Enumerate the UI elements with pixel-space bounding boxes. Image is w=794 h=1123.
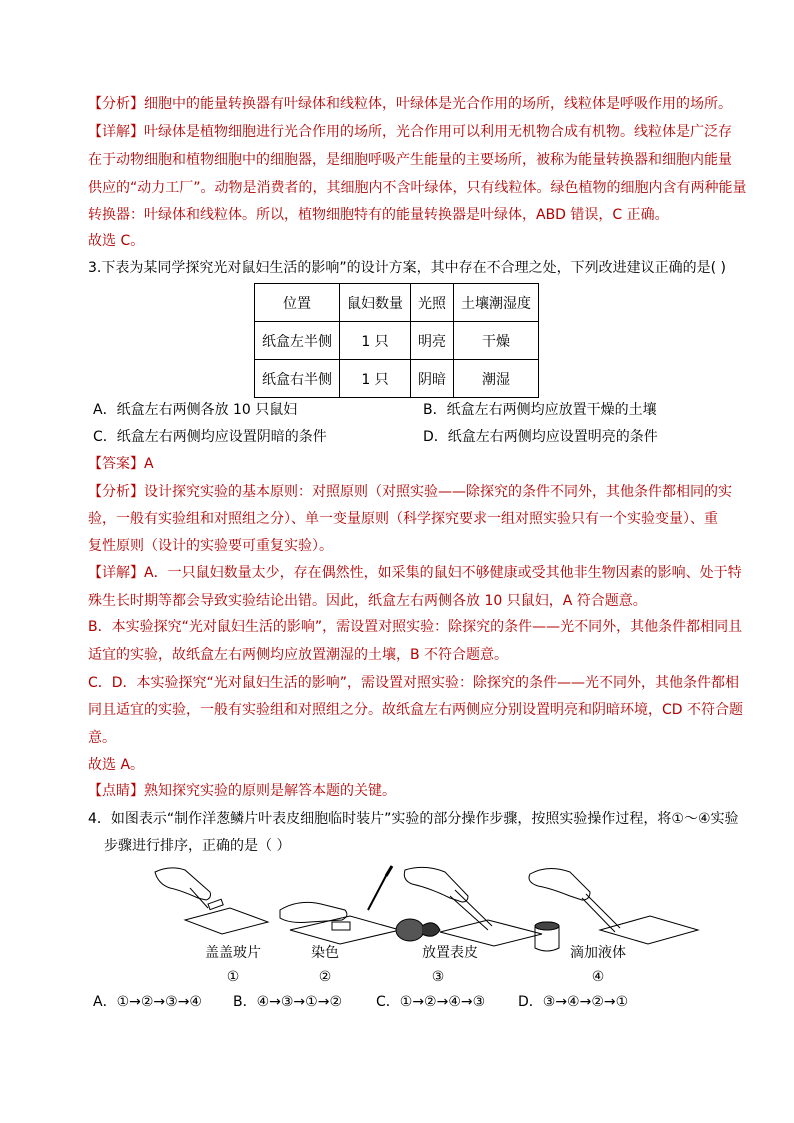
q2-detail-line-4: 转换器：叶绿体和线粒体。所以，植物细胞特有的能量转换器是叶绿体，ABD 错误，C 正确。 (88, 207, 669, 223)
staining-hand-drawing (280, 866, 400, 944)
q3-option-b: B．纸盒左右两侧均应放置干燥的土壤 (423, 402, 657, 418)
q3-detail-line-4: 适宜的实验，故纸盒左右两侧均应放置潮湿的土壤，B 不符合题意。 (88, 647, 509, 663)
q4-stem-line-1: 4．如图表示“制作洋葱鳞片叶表皮细胞临时装片”实验的部分操作步骤，按照实验操作过程，将①～④实验 (88, 811, 739, 827)
table-cell: 阴暗 (411, 360, 454, 398)
table-cell: 干燥 (454, 322, 539, 360)
q4-option-c: C．①→②→④→③ (376, 994, 486, 1010)
q3-conclusion: 故选 A。 (88, 757, 145, 773)
answer-value: A (144, 456, 154, 472)
q3-detail-line-1 (88, 563, 742, 583)
q2-analysis (88, 94, 732, 114)
q3-option-a: A．纸盒左右两侧各放 10 只鼠妇 (93, 402, 298, 418)
q3-detail-line-2: 殊生长时期等都会导致实验结论出错。因此，纸盒左右两侧各放 10 只鼠妇，A 符合题意。 (88, 593, 647, 609)
answer-tag: 【答案】 (88, 456, 144, 472)
table-header-row (255, 284, 539, 322)
comment-tag: 【点睛】 (88, 783, 144, 799)
q3-stem: 3.下表为某同学探究光对鼠妇生活的影响”的设计方案，其中存在不合理之处，下列改进建议正确的是( ) (88, 260, 726, 276)
step-2-number: ② (318, 969, 332, 985)
detail-tag: 【详解】 (88, 124, 144, 140)
table-header: 位置 (255, 284, 340, 322)
q3-detail-line-5: C．D．本实验探究“光对鼠妇生活的影响”，需设置对照实验：除探究的条件——光不同外，其他条件都相 (88, 675, 740, 691)
q3-option-c: C．纸盒左右两侧均应设置阴暗的条件 (93, 429, 327, 445)
table-header: 光照 (411, 284, 454, 322)
detail-tag: 【详解】 (88, 565, 144, 581)
q3-detail-line-6: 同且适宜的实验，一般有实验组和对照组之分。故纸盒左右两侧应分别设置明亮和阴暗环境，CD 不符合题 (88, 702, 744, 718)
experiment-table (254, 283, 539, 398)
q2-detail-line-1 (88, 122, 732, 142)
detail-text: A．一只鼠妇数量太少，存在偶然性，如采集的鼠妇不够健康或受其他非生物因素的影响、处于特 (144, 565, 742, 581)
table-header: 土壤潮湿度 (454, 284, 539, 322)
table-cell: 潮湿 (454, 360, 539, 398)
table-header: 鼠妇数量 (340, 284, 411, 322)
q3-analysis-line-3: 复性原则（设计的实验要可重复实验）。 (88, 538, 333, 554)
table-cell: 1 只 (340, 322, 411, 360)
table-cell: 纸盒左半侧 (255, 322, 340, 360)
step-2-label: 染色 (311, 945, 339, 961)
analysis-text: 细胞中的能量转换器有叶绿体和线粒体，叶绿体是光合作用的场所，线粒体是呼吸作用的场所。 (144, 96, 732, 112)
q2-detail-line-2: 在于动物细胞和植物细胞中的细胞器，是细胞呼吸产生能量的主要场所，被称为能量转换器和细胞内能量 (88, 152, 732, 168)
q3-comment (88, 781, 396, 801)
table-cell: 纸盒右半侧 (255, 360, 340, 398)
analysis-tag: 【分析】 (88, 96, 144, 112)
q4-option-d: D．③→④→②→① (518, 994, 629, 1010)
placing-epidermis-drawing (396, 867, 542, 946)
comment-text: 熟知探究实验的原则是解答本题的关键。 (144, 783, 396, 799)
q3-answer (88, 454, 154, 474)
q3-analysis-line-2: 验，一般有实验组和对照组之分）、单一变量原则（科学探究要求一组对照实验只有一个实验变量）、重 (88, 511, 718, 527)
q4-option-b: B．④→③→①→② (233, 994, 342, 1010)
step-1-number: ① (226, 969, 240, 985)
step-3-label: 放置表皮 (422, 945, 478, 961)
adding-liquid-drawing (529, 868, 698, 951)
detail-text: 叶绿体是植物细胞进行光合作用的场所，光合作用可以利用无机物合成有机物。线粒体是广泛存 (144, 124, 732, 140)
table-row (255, 360, 539, 398)
table-row (255, 322, 539, 360)
q2-detail-line-3: 供应的“动力工厂”。动物是消费者的，其细胞内不含叶绿体，只有线粒体。绿色植物的细胞内含有两种能量 (88, 180, 747, 196)
q3-detail-line-3: B．本实验探究“光对鼠妇生活的影响”，需设置对照实验：除探究的条件——光不同外，其他条件都相同且 (88, 619, 743, 635)
analysis-tag: 【分析】 (88, 484, 144, 500)
q3-detail-line-7: 意。 (88, 730, 116, 746)
q3-option-d: D．纸盒左右两侧均应设置明亮的条件 (423, 429, 658, 445)
step-3-number: ③ (431, 969, 445, 985)
step-4-number: ④ (591, 969, 605, 985)
analysis-text: 设计探究实验的基本原则：对照原则（对照实验——除探究的条件不同外，其他条件都相同的实 (144, 484, 732, 500)
table-cell: 1 只 (340, 360, 411, 398)
q4-option-a: A．①→②→③→④ (93, 994, 202, 1010)
q4-stem-line-2: 步骤进行排序，正确的是（ ） (104, 838, 291, 854)
step-4-label: 滴加液体 (570, 945, 626, 961)
coverslip-hand-drawing (155, 868, 268, 934)
step-1-label: 盖盖玻片 (205, 945, 261, 961)
q3-analysis-line-1 (88, 482, 732, 502)
q2-conclusion: 故选 C。 (88, 233, 145, 249)
table-cell: 明亮 (411, 322, 454, 360)
